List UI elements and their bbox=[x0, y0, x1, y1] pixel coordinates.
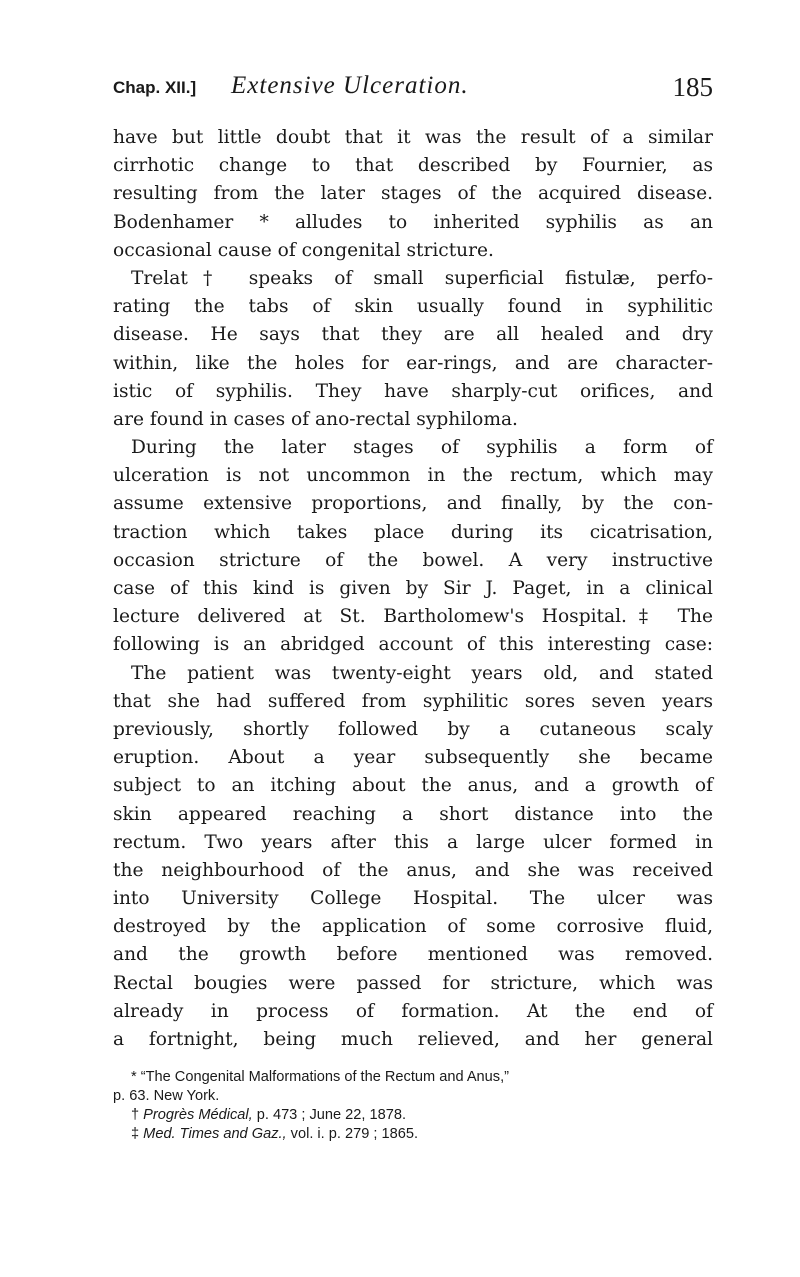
text-line: traction which takes place during its cicatrisation, bbox=[113, 521, 713, 543]
footnote-1-line-2: p. 63. New York. bbox=[113, 1088, 220, 1105]
text-line: a fortnight, being much relieved, and her general bbox=[113, 1029, 713, 1050]
text-line: Trelat† speaks of small superficial fistulæ, perfo- bbox=[131, 267, 713, 289]
text-line: assume extensive proportions, and finally, by the con- bbox=[113, 493, 713, 515]
text-line: During the later stages of syphilis a form of bbox=[131, 437, 713, 459]
text-line: subject to an itching about the anus, and a growth of bbox=[113, 775, 713, 797]
text-line: Bodenhamer * alludes to inherited syphilis as an bbox=[113, 211, 713, 233]
body-text bbox=[113, 124, 713, 1054]
text-line: lecture delivered at St. Bartholomew's Hospital.‡ The bbox=[113, 606, 713, 628]
text-line: skin appeared reaching a short distance into the bbox=[113, 803, 713, 825]
text-line: disease. He says that they are all healed and dry bbox=[113, 324, 713, 346]
text-line: following is an abridged account of this interesting case: bbox=[113, 634, 713, 656]
footnote-2-mark: † bbox=[131, 1107, 144, 1124]
text-line: have but little doubt that it was the result of a similar bbox=[113, 127, 713, 148]
text-line: occasion stricture of the bowel. A very instructive bbox=[113, 549, 713, 571]
text-line: cirrhotic change to that described by Fournier, as bbox=[113, 155, 713, 177]
text-line: case of this kind is given by Sir J. Paget, in a clinical bbox=[113, 578, 713, 599]
text-line: within, like the holes for ear-rings, and are character- bbox=[113, 352, 713, 374]
text-line: the neighbourhood of the anus, and she was received bbox=[113, 859, 713, 881]
text-line: that she had suffered from syphilitic sores seven years bbox=[113, 690, 713, 712]
text-line: istic of syphilis. They have sharply-cut orifices, and bbox=[113, 380, 713, 402]
text-line: occasional cause of congenital stricture. bbox=[113, 239, 494, 261]
text-line: destroyed by the application of some corrosive fluid, bbox=[113, 916, 713, 938]
text-line: The patient was twenty-eight years old, and stated bbox=[131, 662, 713, 684]
text-line: rating the tabs of skin usually found in syphilitic bbox=[113, 296, 713, 318]
text-line: ulceration is not uncommon in the rectum, which may bbox=[113, 465, 713, 487]
text-line: rectum. Two years after this a large ulcer formed in bbox=[113, 831, 713, 853]
book-page bbox=[113, 74, 713, 1144]
footnote-3-citation: vol. i. p. 279 ; 1865. bbox=[286, 1126, 419, 1143]
page-number: 185 bbox=[672, 72, 713, 102]
footnotes bbox=[113, 1068, 713, 1144]
footnote-2 bbox=[113, 1106, 713, 1125]
text-line: already in process of formation. At the end of bbox=[113, 1000, 713, 1022]
text-line: Rectal bougies were passed for stricture, which was bbox=[113, 972, 713, 994]
running-head bbox=[113, 74, 713, 110]
footnote-3-mark: ‡ bbox=[131, 1126, 144, 1143]
footnote-2-citation: p. 473 ; June 22, 1878. bbox=[252, 1107, 407, 1124]
text-line: and the growth before mentioned was removed. bbox=[113, 944, 713, 966]
text-line: eruption. About a year subsequently she became bbox=[113, 747, 713, 769]
text-line: resulting from the later stages of the acquired disease. bbox=[113, 183, 713, 205]
footnote-3 bbox=[113, 1125, 713, 1144]
footnote-3-source: Med. Times and Gaz., bbox=[143, 1126, 287, 1143]
chapter-label: Chap. XII.] bbox=[113, 78, 197, 97]
text-line: are found in cases of ano-rectal syphiloma. bbox=[113, 408, 518, 430]
text-line: into University College Hospital. The ulcer was bbox=[113, 888, 713, 910]
footnote-2-source: Progrès Médical, bbox=[143, 1107, 253, 1124]
text-line: previously, shortly followed by a cutaneous scaly bbox=[113, 718, 713, 740]
footnote-1-line-1: * “The Congenital Malformations of the Rectum and Anus,” bbox=[131, 1069, 510, 1086]
chapter-title: Extensive Ulceration. bbox=[231, 72, 469, 99]
